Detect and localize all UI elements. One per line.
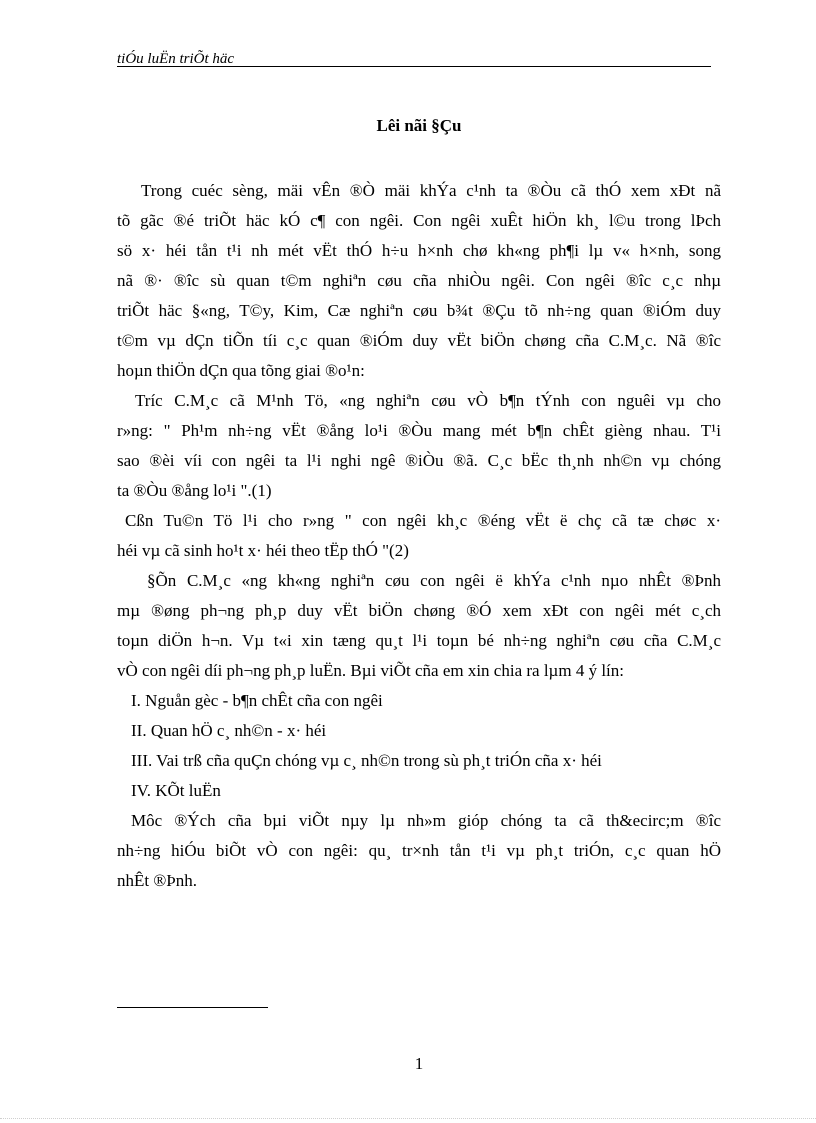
- body-line: §Õn C.M¸c «ng kh«ng nghiªn cøu con ngêi ë khÝa c¹nh nµo nhÊt ®Þnh: [147, 571, 721, 590]
- body-line: héi vµ cã sinh ho¹t x· héi theo tËp thÓ "(2): [117, 541, 409, 560]
- body-line: vÒ con ngêi díi ph¬ng ph¸p luËn. Bµi viÕt cña em xin chia ra lµm 4 ý lín:: [117, 661, 624, 680]
- body-line: r»ng: " Ph¹m nh÷ng vËt ®ång lo¹i ®Òu mang mét b¶n chÊt gièng nhau. T¹i: [117, 421, 721, 440]
- body-line: hoµn thiÖn dÇn qua tõng giai ®o¹n:: [117, 361, 365, 380]
- body-line: toµn diÖn h¬n. Vµ t«i xin tæng qu¸t l¹i toµn bé nh÷ng nghiªn cøu cña C.M¸c: [117, 631, 721, 650]
- body-line: mµ ®øng ph¬ng ph¸p duy vËt biÖn chøng ®Ó xem xÐt con ngêi mét c¸ch: [117, 601, 721, 620]
- body-line: triÕt häc §«ng, T©y, Kim, Cæ nghiªn cøu b¾t ®Çu tõ nh÷ng quan ®iÓm duy: [117, 301, 721, 320]
- body-line: nhÊt ®Þnh.: [117, 871, 197, 890]
- body-line: Tríc C.M¸c cã M¹nh Tö, «ng nghiªn cøu vÒ b¶n tÝnh con nguêi vµ cho: [135, 391, 721, 410]
- page-title: Lêi nãi §Çu: [376, 116, 462, 135]
- body-line: sao ®èi víi con ngêi ta l¹i nghi ngê ®iÒu ®ã. C¸c bËc th¸nh nh©n vµ chóng: [117, 451, 721, 470]
- list-item: III. Vai trß cña quÇn chóng vµ c¸ nh©n trong sù ph¸t triÓn cña x· héi: [131, 751, 602, 770]
- body-line: t©m vµ dÇn tiÕn tíi c¸c quan ®iÓm duy vËt biÖn chøng cña C.M¸c. Nã ®îc: [117, 331, 721, 350]
- body-text: [117, 176, 721, 896]
- body-line: Môc ®Ých cña bµi viÕt nµy lµ nh»m gióp chóng ta cã th&ecirc;m ®îc: [131, 811, 721, 830]
- list-item: II. Quan hÖ c¸ nh©n - x· héi: [131, 721, 327, 740]
- body-line: ta ®Òu ®ång lo¹i ".(1): [117, 481, 272, 500]
- body-line: Trong cuéc sèng, mäi vÊn ®Ò mäi khÝa c¹nh ta ®Òu cã thÓ xem xÐt nã: [141, 181, 721, 200]
- body-line: nã ®· ®îc sù quan t©m nghiªn cøu cña nhiÒu ngêi. Con ngêi ®îc c¸c nhµ: [117, 271, 721, 290]
- page-number: 1: [414, 1054, 424, 1073]
- list-item: IV. KÕt luËn: [131, 781, 221, 800]
- body-line: nh÷ng hiÓu biÕt vÒ con ngêi: qu¸ tr×nh tån t¹i vµ ph¸t triÓn, c¸c quan hÖ: [117, 841, 721, 860]
- body-line: sö x· héi tån t¹i nh mét vËt thÓ h÷u h×nh chø kh«ng ph¶i lµ v« h×nh, song: [117, 241, 721, 260]
- footnote-separator: [117, 1007, 268, 1008]
- running-header: tiÓu luËn triÕt häc: [117, 51, 235, 67]
- body-line: tõ gãc ®é triÕt häc kÓ c¶ con ngêi. Con ngêi xuÊt hiÖn kh¸ l©u trong lÞch: [117, 211, 721, 230]
- page-edge: [0, 1118, 816, 1119]
- list-item: I. Nguån gèc - b¶n chÊt cña con ngêi: [131, 691, 383, 710]
- header-rule: [117, 66, 711, 67]
- body-line: Cßn Tu©n Tö l¹i cho r»ng " con ngêi kh¸c ®éng vËt ë chç cã tæ chøc x·: [125, 511, 721, 530]
